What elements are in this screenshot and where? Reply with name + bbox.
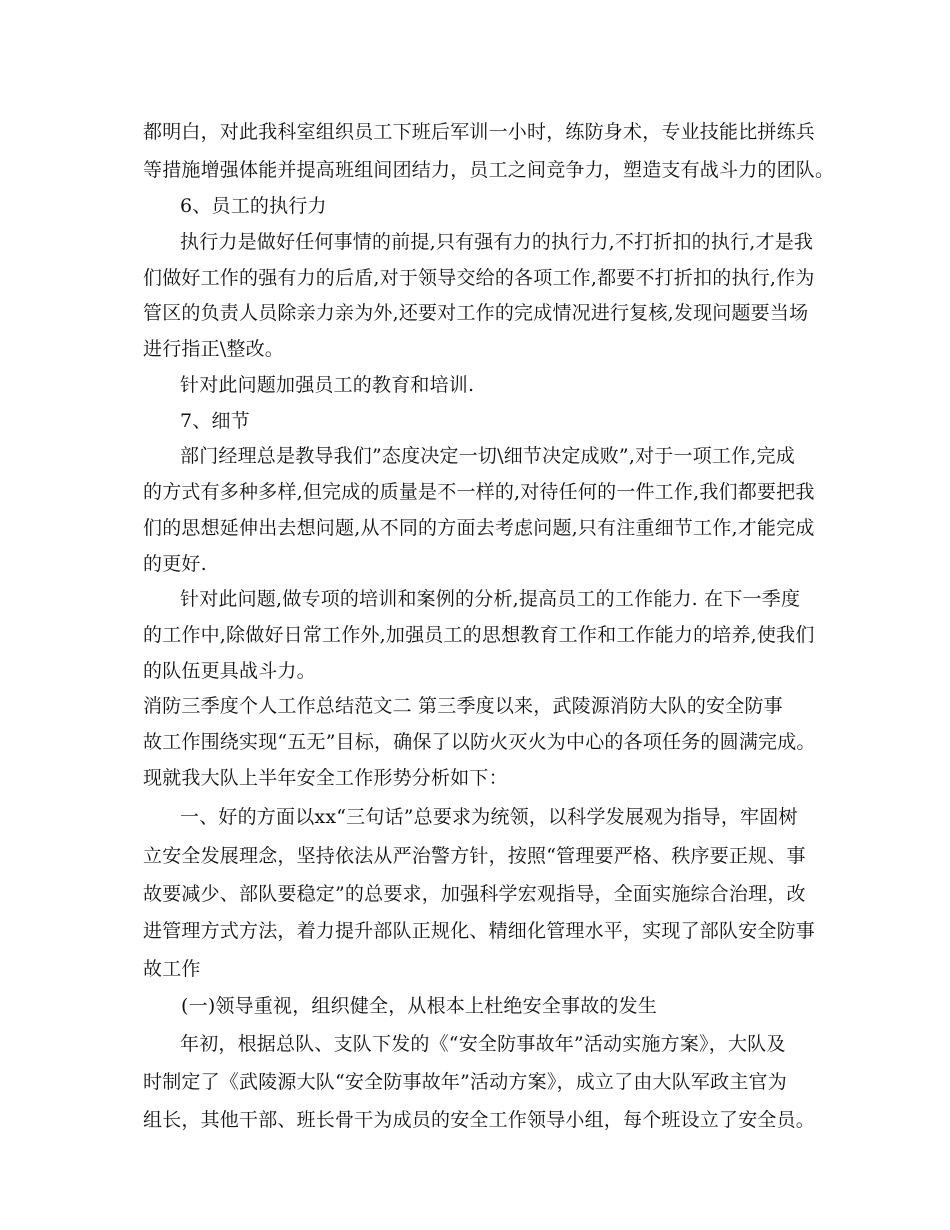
text-line: 们做好工作的强有力的后盾,对于领导交给的各项工作,都要不打折扣的执行,作为: [143, 267, 815, 289]
text-line: 都明白，对此我科室组织员工下班后军训一小时，练防身术，专业技能比拼练兵: [143, 121, 816, 143]
text-line: 时制定了《武陵源大队“安全防事故年”活动方案》，成立了由大队军政主官为: [143, 1071, 787, 1093]
text-line: 的更好.: [143, 553, 207, 575]
text-line: 的方式有多种多样,但完成的质量是不一样的,对待任何的一件工作,我们都要把我: [143, 481, 815, 503]
text-line: 一、好的方面以xx“三句话”总要求为统领，以科学发展观为指导，牢固树: [180, 806, 798, 828]
text-line: 进管理方式方法，着力提升部队正规化、精细化管理水平，实现了部队安全防事: [143, 920, 816, 942]
text-line: 执行力是做好任何事情的前提,只有强有力的执行力,不打折扣的执行,才是我: [180, 231, 814, 253]
section-heading: (一)领导重视，组织健全，从根本上杜绝安全事故的发生: [181, 995, 658, 1017]
text-line: 们的思想延伸出去想问题,从不同的方面去考虑问题,只有注重细节工作,才能完成: [143, 517, 815, 539]
text-line: 立安全发展理念，坚持依法从严治警方针，按照“管理要严格、秩序要正规、事: [143, 845, 806, 867]
text-line: 故工作: [143, 958, 201, 980]
text-line: 进行指正\整改。: [143, 338, 285, 360]
text-line: 的工作中,除做好日常工作外,加强员工的思想教育工作和工作能力的培养,使我们: [143, 624, 815, 646]
text-line: 管区的负责人员除亲力亲为外,还要对工作的完成情况进行复核,发现问题要当场: [143, 302, 809, 324]
text-line: 故要减少、部队要稳定”的总要求，加强科学宏观指导，全面实施综合治理，改: [143, 883, 806, 905]
text-line: 故工作围绕实现“五无”目标，确保了以防火灭火为中心的各项任务的圆满完成。: [143, 731, 816, 753]
text-line: 针对此问题,做专项的培训和案例的分析,提高员工的工作能力. 在下一季度: [180, 588, 801, 610]
section-heading: 7、细节: [180, 410, 250, 432]
text-line: 现就我大队上半年安全工作形势分析如下：: [143, 767, 508, 789]
text-line: 部门经理总是教导我们”态度决定一切\细节决定成败”,对于一项工作,完成: [180, 445, 795, 467]
text-line: 的队伍更具战斗力。: [143, 660, 316, 682]
text-line: 针对此问题加强员工的教育和培训.: [180, 374, 475, 396]
article-title-line: 消防三季度个人工作总结范文二 第三季度以来，武陵源消防大队的安全防事: [143, 695, 783, 717]
text-line: 组长，其他干部、班长骨干为成员的安全工作领导小组，每个班设立了安全员。: [143, 1109, 816, 1131]
text-line: 等措施增强体能并提高班组间团结力，员工之间竞争力，塑造支有战斗力的团队。: [143, 159, 835, 181]
text-line: 年初，根据总队、支队下发的《“安全防事故年”活动实施方案》，大队及: [180, 1033, 786, 1055]
section-heading: 6、员工的执行力: [180, 195, 327, 217]
